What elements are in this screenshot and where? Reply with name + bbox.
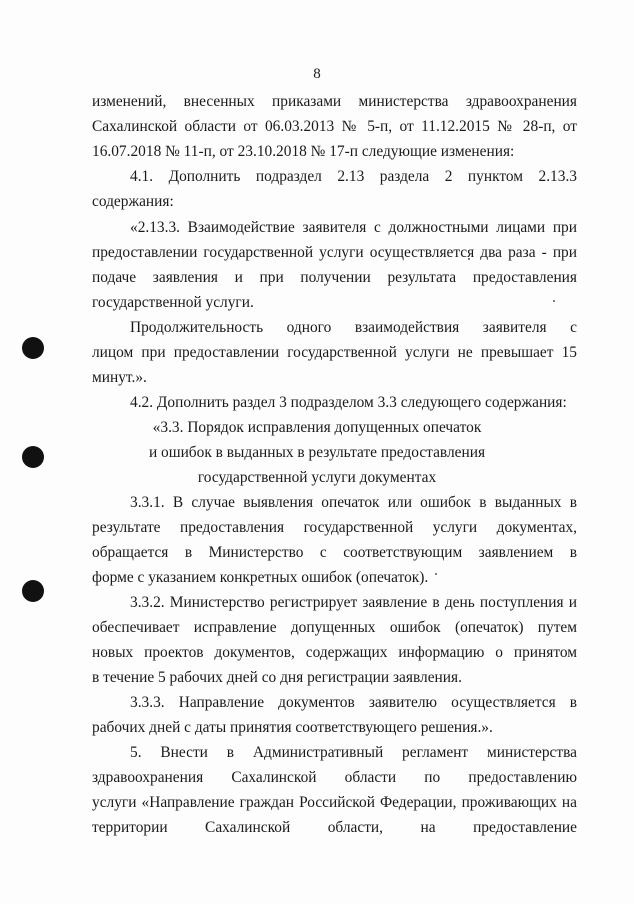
text-line: рабочих дней с даты принятия соответствующего решения.».: [92, 719, 493, 736]
text-line: Сахалинской области от 06.03.2013 № 5-п, от 11.12.2015 № 28-п, от: [92, 118, 577, 135]
punch-hole-top: [22, 337, 44, 359]
text-line: «2.13.3. Взаимодействие заявителя с должностными лицами при: [130, 219, 577, 236]
text-line: изменений, внесенных приказами министерства здравоохранения: [92, 93, 577, 110]
text-line: 16.07.2018 № 11-п, от 23.10.2018 № 17-п следующие изменения:: [92, 143, 515, 160]
text-line: здравоохранения Сахалинской области по предоставлению: [92, 769, 577, 786]
text-line: обращается в Министерство с соответствующим заявлением в: [92, 544, 577, 561]
text-line: государственной услуги.: [92, 294, 254, 311]
text-line: результате предоставления государственной услуги документах,: [92, 519, 577, 536]
punch-hole-bottom: [22, 580, 44, 602]
scan-speck: [435, 573, 437, 575]
text-line: обеспечивает исправление допущенных ошибок (опечаток) путем: [92, 619, 577, 636]
text-line: 3.3.2. Министерство регистрирует заявление в день поступления и: [130, 594, 577, 611]
text-line: содержания:: [92, 193, 174, 210]
scan-speck: [553, 300, 555, 302]
section-heading-line: и ошибок в выданных в результате предоставления: [148, 444, 486, 461]
text-line: услуги «Направление граждан Российской Федерации, проживающих на: [92, 794, 577, 811]
text-line: Продолжительность одного взаимодействия заявителя с: [130, 319, 577, 336]
text-line: 4.1. Дополнить подраздел 2.13 раздела 2 пунктом 2.13.3: [130, 168, 577, 185]
text-line: форме с указанием конкретных ошибок (опечаток).: [92, 569, 429, 586]
text-line: территории Сахалинской области, на предоставление: [92, 819, 577, 836]
text-line: лицом при предоставлении государственной услуги не превышает 15: [92, 344, 577, 361]
page-number: 8: [313, 66, 321, 82]
text-line: предоставлении государственной услуги осуществляется два раза - при: [92, 244, 577, 261]
section-heading-line: государственной услуги документах: [197, 469, 437, 486]
text-line: минут.».: [92, 369, 147, 386]
text-line: 5. Внести в Административный регламент министерства: [130, 744, 577, 761]
text-line: подаче заявления и при получении результата предоставления: [92, 269, 577, 286]
text-line: 4.2. Дополнить раздел 3 подразделом 3.3 следующего содержания:: [130, 394, 567, 411]
section-heading-line: «3.3. Порядок исправления допущенных опечаток: [152, 419, 482, 436]
text-line: 3.3.3. Направление документов заявителю осуществляется в: [130, 694, 577, 711]
text-line: 3.3.1. В случае выявления опечаток или ошибок в выданных в: [130, 494, 577, 511]
text-line: новых проектов документов, содержащих информацию о принятом: [92, 644, 577, 661]
text-line: в течение 5 рабочих дней со дня регистрации заявления.: [92, 669, 462, 686]
